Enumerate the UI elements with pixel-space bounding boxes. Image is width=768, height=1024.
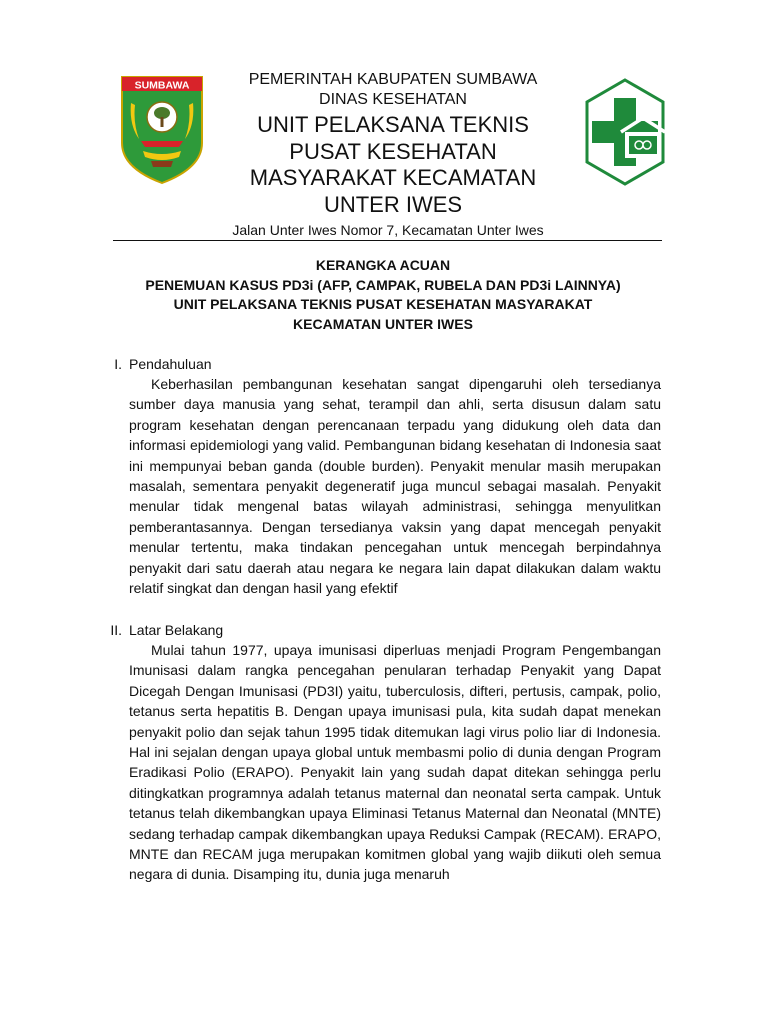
section-number: II.	[110, 622, 122, 638]
section-paragraph: Keberhasilan pembangunan kesehatan sangat dipengaruhi oleh tersedianya sumber daya manusia yang sehat, terampil dan ahli, serta disusun dalam satu program kesehatan dengan perencanaan terpadu yang didukung oleh data dan informasi epidemiologi yang valid. Pembangunan bidang kesehatan di Indonesia saat ini mempunyai beban ganda (double burden). Penyakit menular masih merupakan masalah, sementara penyakit degeneratif juga muncul sebagai masalah. Penyakit menular tidak mengenal batas wilayah administrasi, sehingga menyulitkan pemberantasannya. Dengan tersedianya vaksin yang dapat mencegah penyakit menular tertentu, maka tindakan pencegahan untuk mencegah berpindahnya penyakit dari satu daerah atau negara ke negara lain dapat dilakukan dalam waktu relatif singkat dan dengan hasil yang efektif	[129, 376, 661, 597]
puskesmas-logo	[583, 76, 668, 188]
sumbawa-regency-logo	[119, 73, 205, 185]
unit-name-line: PUSAT KESEHATAN	[289, 138, 497, 164]
section-paragraph: Mulai tahun 1977, upaya imunisasi diperluas menjadi Program Pengembangan Imunisasi dalam rangka pencegahan penularan terhadap Penyakit yang Dapat Dicegah Dengan Imunisasi (PD3I) yaitu, tuberculosis, difteri, pertusis, campak, polio, tetanus serta hepatitis B. Dengan upaya imunisasi pula, kita sudah dapat menekan penyakit polio dan sejak tahun 1995 tidak ditemukan lagi virus polio liar di Indonesia. Hal ini sejalan dengan upaya global untuk membasmi polio di dunia dengan Program Eradikasi Polio (ERAPO). Penyakit lain yang sudah dapat ditekan sehingga perlu ditingkatkan programnya adalah tetanus maternal dan neonatal serta campak. Untuk tetanus telah dikembangkan upaya Eliminasi Tetanus Maternal dan Neonatal (MNTE) sedang terhadap campak dikembangkan upaya Reduksi Campak (RECAM). ERAPO, MNTE dan RECAM juga merupakan komitmen global yang wajib diikuti oleh semua negara di dunia. Disamping itu, dunia juga menaruh	[129, 642, 661, 883]
section-heading	[106, 354, 661, 374]
section-heading	[106, 620, 661, 640]
unit-name-line: MASYARAKAT KECAMATAN	[249, 165, 537, 190]
letterhead-text	[208, 70, 578, 218]
section-latar-belakang	[106, 620, 661, 885]
title-line: KERANGKA ACUAN	[315, 257, 451, 273]
section-pendahuluan	[106, 354, 661, 598]
unit-name-line: UNTER IWES	[323, 191, 463, 217]
title-line: PENEMUAN KASUS PD3i (AFP, CAMPAK, RUBELA DAN PD3i LAINNYA)	[145, 276, 621, 293]
government-name: PEMERINTAH KABUPATEN SUMBAWA	[248, 71, 538, 88]
section-title: Latar Belakang	[129, 622, 224, 638]
title-line: UNIT PELAKSANA TEKNIS PUSAT KESEHATAN MASYARAKAT	[173, 296, 593, 312]
office-address: Jalan Unter Iwes Nomor 7, Kecamatan Unter Iwes	[232, 222, 544, 238]
unit-name-line: UNIT PELAKSANA TEKNIS	[257, 112, 529, 137]
svg-text:SUMBAWA: SUMBAWA	[134, 79, 190, 92]
title-line: KECAMATAN UNTER IWES	[293, 315, 473, 332]
document-title	[113, 256, 653, 334]
unit-name	[208, 112, 578, 218]
section-title: Pendahuluan	[129, 356, 212, 372]
letterhead-divider	[113, 240, 662, 241]
section-number: I.	[114, 356, 122, 372]
letterhead	[113, 70, 663, 242]
department-name: DINAS KESEHATAN	[319, 91, 467, 108]
